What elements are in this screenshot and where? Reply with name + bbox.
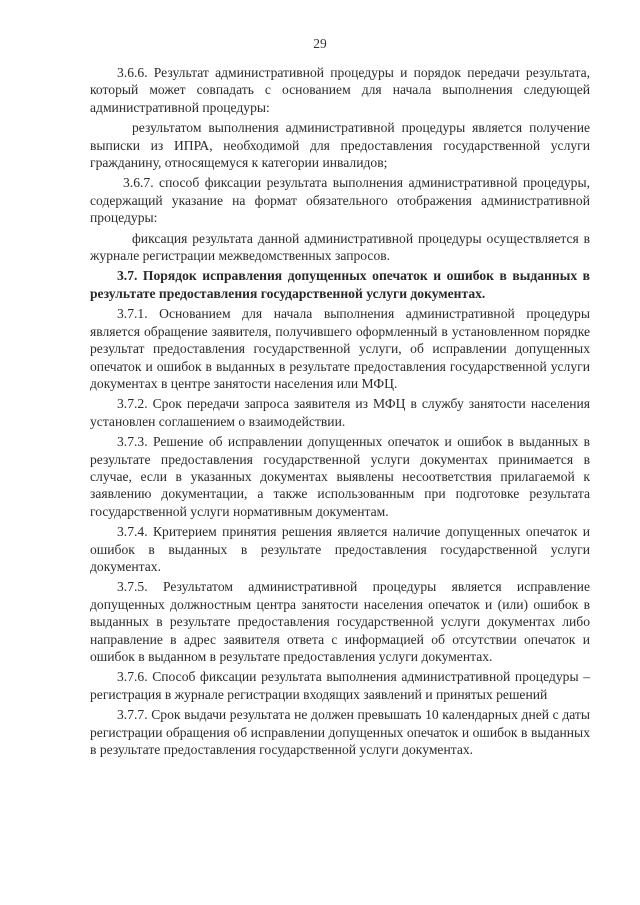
paragraph-3-7-2: 3.7.2. Срок передачи запроса заявителя из МФЦ в службу занятости населения установлен соглашением о взаимодействии. <box>90 396 590 429</box>
paragraph-3-7-3: 3.7.3. Решение об исправлении допущенных опечаток и ошибок в выданных в результате предоставления государственной услуги документах принимается в случае, если в указанных документах выявлены несоответствия прилагаемой к заявлению документации, а также использованным при подготовке результата государственной услуги нормативным документам. <box>90 434 590 519</box>
paragraph-3-7-6: 3.7.6. Способ фиксации результата выполнения административной процедуры – регистрация в журнале регистрации входящих заявлений и принятых решений <box>90 669 590 702</box>
paragraph-3-6-7: 3.6.7. способ фиксации результата выполнения административной процедуры, содержащий указание на формат обязательного отображения административной процедуры: <box>90 175 590 226</box>
paragraph-3-6-6-result: результатом выполнения административной процедуры является получение выписки из ИПРА, необходимой для предоставления государственной услуги гражданину, относящемуся к категории инвалидов; <box>90 120 590 171</box>
paragraph-3-7-7: 3.7.7. Срок выдачи результата не должен превышать 10 календарных дней с даты регистрации обращения об исправлении допущенных опечаток и ошибок в выданных в результате предоставления государственной услуги документах. <box>90 707 590 758</box>
page-number: 29 <box>313 36 327 51</box>
section-heading-3-7: 3.7. Порядок исправления допущенных опечаток и ошибок в выданных в результате предоставления государственной услуги документах. <box>90 268 590 301</box>
document-body <box>90 64 590 761</box>
paragraph-3-7-4: 3.7.4. Критерием принятия решения является наличие допущенных опечаток и ошибок в выданных в результате предоставления государственной услуги документах. <box>90 524 590 574</box>
paragraph-3-7-5: 3.7.5. Результатом административной процедуры является исправление допущенных должностным центра занятости населения опечаток и (или) ошибок в выданных в результате предоставления государственной услуги документах либо направление в адрес заявителя ответа с информацией об отсутствии опечаток и ошибок в выданном в результате предоставления услуги документах. <box>90 579 590 664</box>
paragraph-3-6-7-fixation: фиксация результата данной административной процедуры осуществляется в журнале регистрации межведомственных запросов. <box>90 230 590 264</box>
paragraph-3-6-6: 3.6.6. Результат административной процедуры и порядок передачи результата, который может совпадать с основанием для начала выполнения следующей административной процедуры: <box>90 65 590 115</box>
paragraph-3-7-1: 3.7.1. Основанием для начала выполнения административной процедуры является обращение заявителя, получившего оформленный в установленном порядке результат предоставления государственной услуги, об исправлении допущенных опечаток и ошибок в выданных в результате предоставления государственной услуги документах в центре занятости населения или МФЦ. <box>90 306 590 391</box>
